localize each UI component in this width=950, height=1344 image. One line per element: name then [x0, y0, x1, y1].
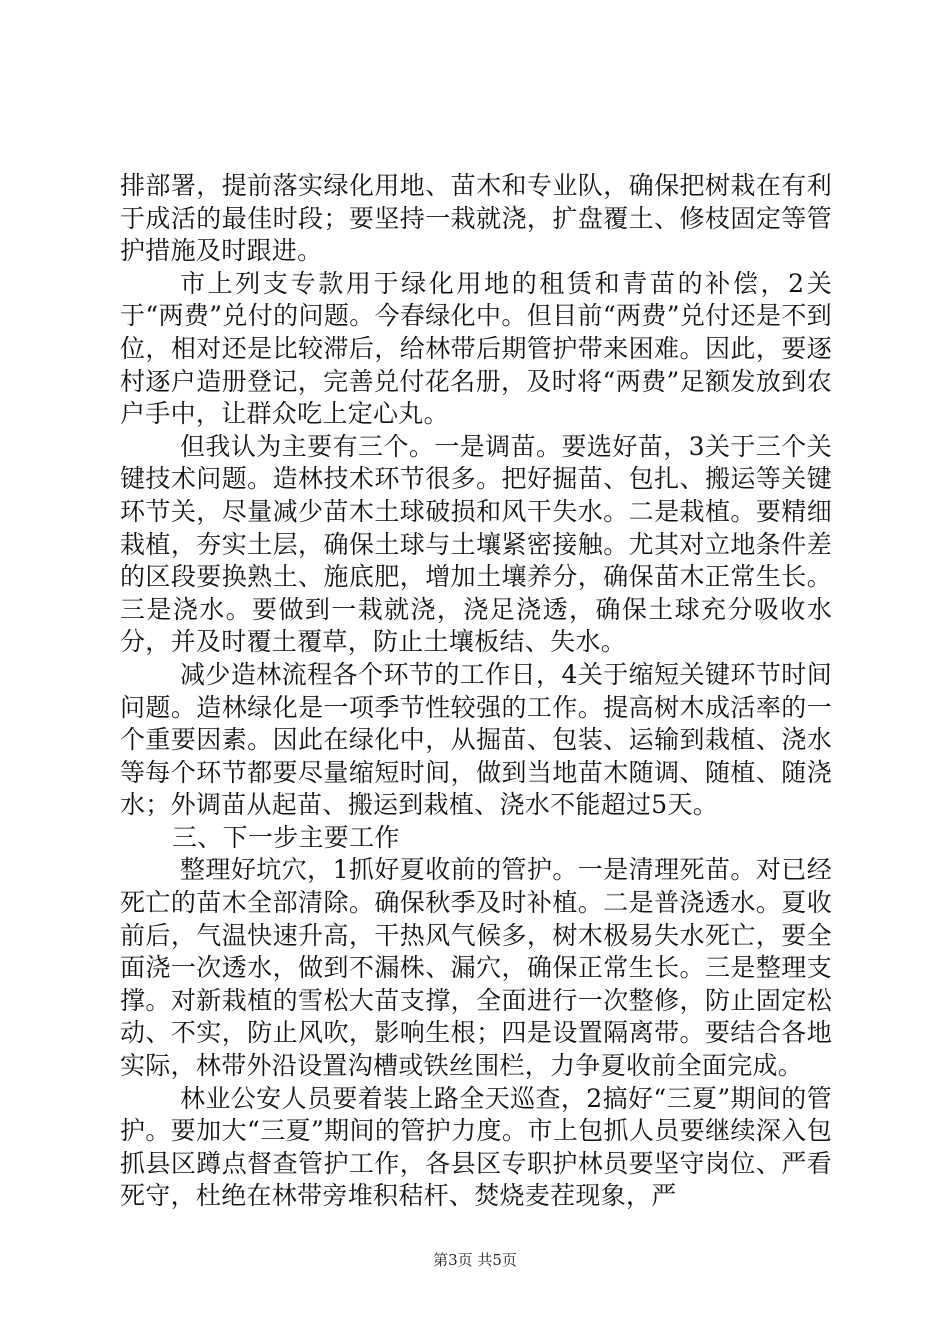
- paragraph-summer-care: 林业公安人员要着装上路全天巡查，2搞好“三夏”期间的管护。要加大“三夏”期间的管护力度。市上包抓人员要继续深入包抓县区蹲点督查管护工作，各县区专职护林员要坚守岗位、严看死守，杜绝在林带旁堆积秸杆、焚烧麦茬现象，严: [120, 1083, 832, 1211]
- paragraph-continuation: 排部署，提前落实绿化用地、苗木和专业队，确保把树栽在有利于成活的最佳时段；要坚持一栽就浇，扩盘覆土、修枝固定等管护措施及时跟进。: [120, 171, 832, 266]
- document-body: [120, 170, 832, 1213]
- paragraph-two-fees: 市上列支专款用于绿化用地的租赁和青苗的补偿，2关于“两费”兑付的问题。今春绿化中。但目前“两费”兑付还是不到位，相对还是比较滞后，给林带后期管护带来困难。因此，要逐村逐户造册登记，完善兑付花名册，及时将“两费”足额发放到农户手中，让群众吃上定心丸。: [120, 268, 832, 429]
- paragraph-key-techniques: 但我认为主要有三个。一是调苗。要选好苗，3关于三个关键技术问题。造林技术环节很多。把好掘苗、包扎、搬运等关键环节关，尽量减少苗木土球破损和风干失水。二是栽植。要精细栽植，夯实土层，确保土球与土壤紧密接触。尤其对立地条件差的区段要换熟土、施底肥，增加土壤养分，确保苗木正常生长。三是浇水。要做到一栽就浇，浇足浇透，确保土球充分吸收水分，并及时覆土覆草，防止土壤板结、失水。: [120, 431, 832, 657]
- section-heading-next-steps: 三、下一步主要工作: [172, 822, 400, 852]
- paragraph-pre-harvest-care: 整理好坑穴，1抓好夏收前的管护。一是清理死苗。对已经死亡的苗木全部清除。确保秋季及时补植。二是普浇透水。夏收前后，气温快速升高，干热风气候多，树木极易失水死亡，要全面浇一次透水，做到不漏株、漏穴，确保正常生长。三是整理支撑。对新栽植的雪松大苗支撑，全面进行一次整修，防止固定松动、不实，防止风吹，影响生根；四是设置隔离带。要结合各地实际，林带外沿设置沟槽或铁丝围栏，力争夏收前全面完成。: [120, 855, 832, 1081]
- page-number-footer: 第3页 共5页: [433, 1251, 517, 1269]
- paragraph-shorten-time: 减少造林流程各个环节的工作日，4关于缩短关键环节时间问题。造林绿化是一项季节性较强的工作。提高树木成活率的一个重要因素。因此在绿化中，从掘苗、包装、运输到栽植、浇水等每个环节都要尽量缩短时间，做到当地苗木随调、随植、随浇水；外调苗从起苗、搬运到栽植、浇水不能超过5天。: [120, 659, 832, 820]
